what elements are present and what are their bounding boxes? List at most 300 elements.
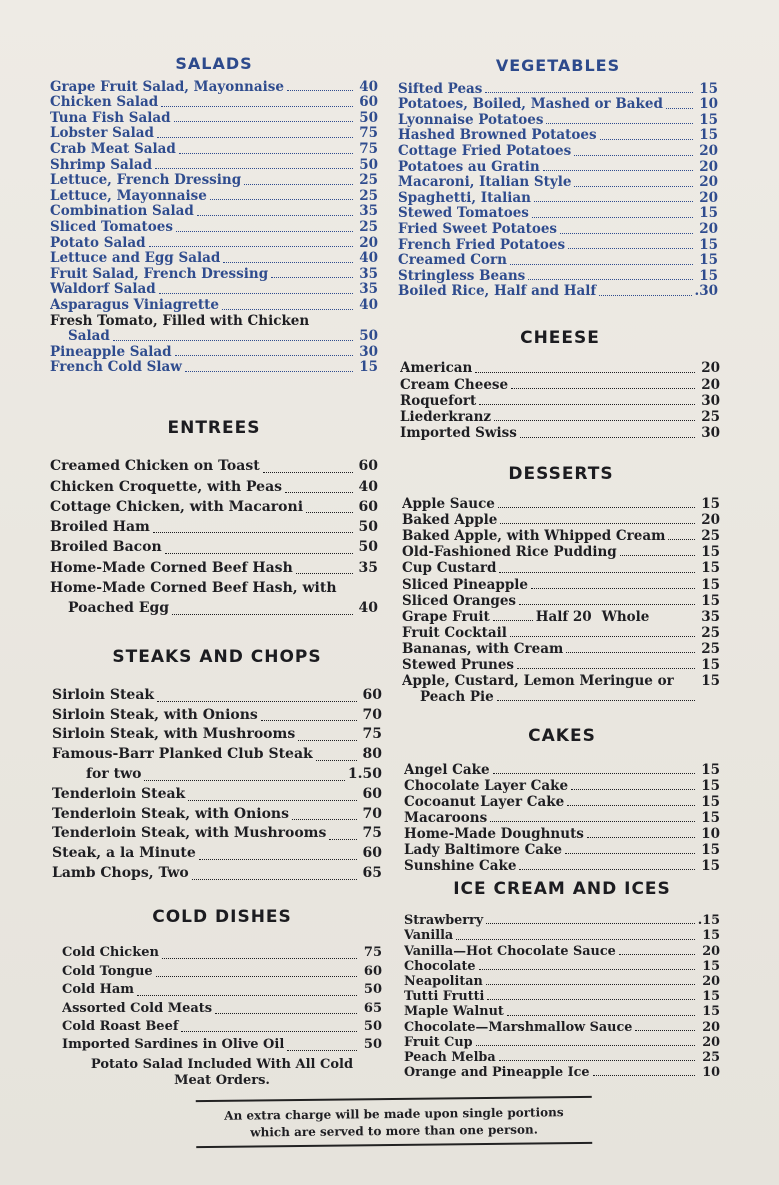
menu-item (50, 126, 378, 142)
extra-charge-notice (196, 1096, 592, 1148)
menu-item (50, 142, 378, 158)
item-name: Fruit Cup (404, 1034, 473, 1050)
notice-line: which are served to more than one person. (250, 1122, 539, 1140)
item-price: 15 (699, 81, 718, 97)
item-price: 60 (362, 845, 382, 862)
item-name: Shrimp Salad (50, 157, 153, 173)
menu-item (50, 267, 378, 283)
menu-item (50, 236, 378, 252)
ice-cream-list (404, 913, 720, 1080)
item-price: 10 (702, 1065, 720, 1081)
item-name: Stringless Beans (398, 268, 526, 284)
dot-leader (543, 170, 693, 171)
dot-leader (635, 1030, 695, 1031)
item-name: Imported Swiss (400, 425, 517, 442)
menu-item (52, 824, 382, 844)
menu-item (52, 844, 382, 864)
dot-leader (599, 295, 691, 296)
menu-item (52, 725, 382, 745)
menu-item (402, 673, 720, 689)
menu-item (50, 189, 378, 205)
dot-leader (565, 853, 695, 854)
item-price: 50 (359, 329, 378, 345)
dot-leader (528, 279, 693, 280)
item-name: Tenderloin Steak, with Onions (52, 805, 289, 822)
dot-leader (567, 805, 695, 806)
dot-leader (566, 652, 695, 653)
salads-heading: SALADS (175, 54, 253, 73)
dot-leader (485, 92, 693, 93)
item-price: 20 (699, 175, 718, 191)
item-name: Lady Baltimore Cake (404, 842, 562, 858)
dot-leader (215, 1013, 357, 1014)
item-price: 20 (699, 159, 718, 175)
item-name: Potato Salad (50, 235, 146, 251)
menu-item (50, 456, 378, 476)
menu-item (400, 377, 720, 393)
item-price: 15 (701, 560, 720, 577)
item-price: 60 (359, 95, 378, 111)
item-name: Baked Apple (402, 512, 498, 529)
dot-leader (479, 969, 695, 970)
item-name: for two (86, 765, 142, 782)
menu-item (400, 425, 720, 441)
item-name: Steak, a la Minute (52, 845, 196, 862)
dot-leader (456, 939, 695, 940)
dot-leader (668, 539, 695, 540)
dot-leader (532, 217, 693, 218)
item-price: 80 (362, 746, 382, 763)
note-line: Meat Orders. (174, 1072, 270, 1088)
menu-item (398, 113, 718, 129)
item-price: 70 (362, 706, 382, 723)
entrees-heading: ENTREES (167, 418, 261, 438)
item-name: Sliced Pineapple (402, 576, 528, 593)
item-name: French Fried Potatoes (398, 237, 566, 253)
dot-leader (153, 532, 353, 533)
item-name: Sirloin Steak, with Mushrooms (52, 726, 296, 743)
cold-dishes-note (62, 1057, 382, 1089)
menu-item (50, 298, 378, 314)
dot-leader (181, 1031, 357, 1032)
item-price: 60 (362, 785, 382, 802)
menu-item (402, 544, 720, 560)
vegetables-list (398, 82, 718, 300)
dot-leader (519, 869, 695, 870)
cakes-heading: CAKES (528, 726, 596, 746)
dot-leader (519, 604, 695, 605)
dot-leader (176, 231, 353, 232)
whole-label: Whole (601, 608, 650, 625)
item-name: Combination Salad (50, 204, 194, 220)
item-price: 40 (358, 478, 378, 495)
item-price: 20 (702, 1019, 720, 1035)
item-name: Poached Egg (68, 600, 170, 617)
menu-item (50, 251, 378, 267)
item-price: 20 (701, 512, 720, 529)
menu-item (402, 577, 720, 593)
item-name: Asparagus Viniagrette (50, 297, 219, 313)
item-price: 15 (699, 268, 718, 284)
vegetables-section (398, 58, 718, 300)
item-price: 25 (701, 640, 720, 657)
cold-dishes-heading: COLD DISHES (152, 907, 292, 927)
dot-leader (316, 760, 357, 761)
item-name: Lamb Chops, Two (52, 864, 189, 881)
menu-item (398, 238, 718, 254)
item-name: Spaghetti, Italian (398, 190, 531, 206)
dot-leader (571, 789, 695, 790)
menu-item (50, 282, 378, 298)
menu-item (402, 512, 720, 528)
menu-item (404, 794, 720, 810)
desserts-section (402, 466, 720, 705)
item-price: 50 (363, 982, 382, 998)
item-name: Pineapple Salad (50, 344, 172, 360)
menu-item (50, 204, 378, 220)
dot-leader (666, 108, 693, 109)
menu-item (50, 517, 378, 537)
item-name: Fruit Salad, French Dressing (50, 266, 269, 282)
item-name: Sirloin Steak, with Onions (52, 706, 258, 723)
item-name: Sunshine Cake (404, 858, 517, 874)
dot-leader (568, 248, 693, 249)
menu-item (50, 173, 378, 189)
item-price: 15 (699, 128, 718, 144)
item-price: 50 (359, 157, 378, 173)
menu-item (400, 409, 720, 425)
half-price: Half 20 (535, 608, 592, 625)
item-name: Cocoanut Layer Cake (404, 794, 565, 810)
menu-item (50, 537, 378, 557)
item-name: Peach Melba (404, 1050, 496, 1066)
item-price: 20 (702, 974, 720, 990)
menu-item (404, 989, 720, 1004)
dot-leader (287, 90, 353, 91)
item-name: Tuna Fish Salad (50, 110, 171, 126)
menu-item (52, 785, 382, 805)
menu-item (404, 778, 720, 794)
item-price: 15 (702, 989, 720, 1005)
item-price: 15 (699, 253, 718, 269)
item-name: Lettuce and Egg Salad (50, 251, 221, 267)
dot-leader (587, 837, 695, 838)
item-name: Lyonnaise Potatoes (398, 112, 544, 128)
dot-leader (179, 153, 353, 154)
menu-item (404, 842, 720, 858)
salads-list-after (50, 345, 378, 376)
dot-leader (285, 492, 353, 493)
item-price: 1.50 (347, 765, 382, 782)
item-name: Peach Pie (420, 689, 494, 706)
item-price: 15 (701, 810, 720, 826)
item-price: 40 (359, 79, 378, 95)
dot-leader (475, 372, 695, 373)
item-price: 75 (359, 141, 378, 157)
item-price: 60 (363, 963, 382, 979)
item-name: Tenderloin Steak, with Mushrooms (52, 825, 327, 842)
salads-list (50, 80, 378, 314)
dot-leader (157, 701, 357, 702)
item-price: 35 (701, 608, 720, 625)
dot-leader (520, 437, 695, 438)
item-price: 25 (702, 1050, 720, 1066)
item-name: Sliced Oranges (402, 592, 517, 609)
cheese-heading: CHEESE (520, 328, 600, 348)
item-price: 15 (701, 794, 720, 810)
dot-leader (560, 233, 693, 234)
item-price: 35 (358, 559, 378, 576)
dot-leader (197, 215, 353, 216)
cold-dishes-list (62, 944, 382, 1054)
menu-item (50, 558, 378, 578)
dot-leader (261, 720, 357, 721)
menu-item (50, 345, 378, 361)
dot-leader (113, 340, 353, 341)
item-name: Cup Custard (402, 560, 497, 577)
item-name: Lobster Salad (50, 126, 154, 142)
item-name: Fresh Tomato, Filled with Chicken (50, 312, 310, 329)
menu-item (50, 220, 378, 236)
item-name: Vanilla—Hot Chocolate Sauce (404, 943, 616, 959)
menu-item (404, 826, 720, 842)
item-name: Imported Sardines in Olive Oil (62, 1037, 285, 1053)
dot-leader (479, 404, 695, 405)
dot-leader (188, 800, 357, 801)
dot-leader (600, 139, 693, 140)
item-price: 15 (702, 958, 720, 974)
item-price: 15 (702, 1004, 720, 1020)
entrees-list (50, 456, 378, 578)
entrees-section (50, 418, 378, 619)
dot-leader (155, 168, 353, 169)
dot-leader (493, 773, 695, 774)
menu-item (50, 329, 378, 345)
menu-item (404, 1050, 720, 1065)
item-name: Cold Roast Beef (62, 1019, 179, 1035)
item-name: Fruit Cocktail (402, 624, 507, 641)
item-price: 35 (359, 282, 378, 298)
dot-leader (507, 1015, 695, 1016)
menu-item (402, 689, 720, 705)
item-name: Cold Chicken (62, 945, 159, 961)
menu-item (62, 1036, 382, 1054)
item-name: Neapolitan (404, 974, 483, 990)
item-name: Baked Apple, with Whipped Cream (402, 528, 666, 545)
entrees-wrapped-item (50, 578, 378, 619)
item-name: Cottage Fried Potatoes (398, 143, 572, 159)
dot-leader (210, 199, 353, 200)
menu-item (398, 284, 718, 300)
item-name: Cold Ham (62, 982, 135, 998)
dot-leader (574, 186, 693, 187)
menu-item (400, 360, 720, 376)
menu-item (404, 858, 720, 874)
dot-leader (149, 246, 353, 247)
item-name: Creamed Corn (398, 253, 507, 269)
item-price: 30 (701, 425, 720, 442)
dot-leader (494, 420, 695, 421)
item-price: 75 (362, 726, 382, 743)
notice-line: An extra charge will be made upon single portions (224, 1105, 564, 1123)
item-price: 35 (359, 266, 378, 282)
menu-item (402, 560, 720, 576)
item-name: Apple, Custard, Lemon Meringue or (402, 673, 674, 690)
menu-item (402, 528, 720, 544)
item-price: 25 (701, 409, 720, 426)
dot-leader (498, 507, 695, 508)
item-name: Chicken Croquette, with Peas (50, 478, 283, 495)
item-price: 15 (701, 778, 720, 794)
dot-leader (499, 1060, 695, 1061)
cakes-list (404, 762, 720, 874)
item-name: Chocolate—Marshmallow Sauce (404, 1019, 633, 1035)
item-price: 20 (701, 360, 720, 377)
dot-leader (476, 1045, 695, 1046)
dot-leader (593, 1075, 695, 1076)
item-price: 50 (358, 539, 378, 556)
item-name: Grape Fruit (402, 608, 490, 625)
menu-item (402, 641, 720, 657)
dot-leader (161, 106, 353, 107)
item-price: 30 (359, 344, 378, 360)
dot-leader (199, 859, 357, 860)
menu-item (52, 745, 382, 765)
item-name: Bananas, with Cream (402, 640, 564, 657)
item-name: French Cold Slaw (50, 360, 182, 376)
menu-item (398, 144, 718, 160)
item-price: 60 (358, 458, 378, 475)
item-price: 60 (362, 686, 382, 703)
dot-leader (192, 879, 357, 880)
item-name: Macaroons (404, 810, 488, 826)
item-name: Crab Meat Salad (50, 141, 176, 157)
dot-leader (174, 121, 353, 122)
item-price: 15 (702, 928, 720, 944)
menu-item (402, 593, 720, 609)
item-name: Creamed Chicken on Toast (50, 458, 260, 475)
item-price: 65 (362, 864, 382, 881)
menu-item (402, 496, 720, 512)
salads-section (50, 56, 378, 376)
menu-item (398, 160, 718, 176)
cheese-list (400, 360, 720, 441)
item-name: Roquefort (400, 392, 477, 409)
item-price: 25 (359, 188, 378, 204)
item-price: 15 (701, 496, 720, 513)
menu-item (62, 1000, 382, 1018)
item-name: Macaroni, Italian Style (398, 175, 572, 191)
item-name: Sirloin Steak (52, 686, 155, 703)
menu-item (50, 598, 378, 618)
item-price: 25 (701, 528, 720, 545)
dot-leader (137, 995, 357, 996)
dot-leader (296, 573, 353, 574)
steaks-heading: STEAKS AND CHOPS (112, 647, 322, 667)
dot-leader (298, 740, 357, 741)
item-price: 65 (363, 1000, 382, 1016)
menu-item (402, 625, 720, 641)
dot-leader (510, 636, 695, 637)
menu-item (404, 1020, 720, 1035)
item-name: Home-Made Corned Beef Hash, with (50, 580, 337, 597)
dot-leader (493, 620, 533, 621)
dot-leader (165, 553, 353, 554)
item-name: Tutti Frutti (404, 989, 485, 1005)
item-name: Apple Sauce (402, 496, 495, 513)
item-price: 20 (359, 235, 378, 251)
item-price: 70 (362, 805, 382, 822)
item-name: Stewed Prunes (402, 657, 515, 674)
menu-item (52, 686, 382, 706)
menu-item (400, 393, 720, 409)
menu-item (398, 269, 718, 285)
item-name: Angel Cake (404, 762, 490, 778)
menu-item (398, 253, 718, 269)
dot-leader (156, 976, 357, 977)
ice-cream-section (404, 879, 720, 1081)
ice-cream-heading: ICE CREAM AND ICES (453, 879, 671, 899)
menu-item (398, 175, 718, 191)
item-price: 30 (701, 392, 720, 409)
menu-item (62, 944, 382, 962)
menu-item (404, 1065, 720, 1080)
dot-leader (159, 293, 353, 294)
item-price: 50 (363, 1037, 382, 1053)
dot-leader (222, 309, 353, 310)
item-name: Grape Fruit Salad, Mayonnaise (50, 79, 284, 95)
dot-leader (487, 999, 695, 1000)
dot-leader (162, 958, 357, 959)
item-name: Cream Cheese (400, 376, 509, 393)
menu-item (398, 128, 718, 144)
item-name: Sliced Tomatoes (50, 219, 173, 235)
dot-leader (223, 262, 353, 263)
dot-leader (486, 923, 695, 924)
item-price: 15 (701, 592, 720, 609)
dot-leader (271, 277, 353, 278)
menu-item (50, 95, 378, 111)
dot-leader (510, 264, 693, 265)
menu-item (404, 1004, 720, 1019)
item-name: Assorted Cold Meats (62, 1000, 213, 1016)
item-price: 15 (701, 762, 720, 778)
item-price: 40 (359, 251, 378, 267)
item-price: 50 (363, 1019, 382, 1035)
item-name: Strawberry (404, 913, 484, 929)
menu-item (398, 191, 718, 207)
item-name: Home-Made Corned Beef Hash (50, 559, 293, 576)
dot-leader (185, 371, 353, 372)
dot-leader (517, 668, 695, 669)
menu-item (404, 974, 720, 989)
menu-item (398, 222, 718, 238)
steaks-list-after (52, 785, 382, 884)
item-name: Famous-Barr Planked Club Steak (52, 746, 313, 763)
menu-item (398, 82, 718, 98)
item-price: 25 (359, 219, 378, 235)
item-name: Broiled Bacon (50, 539, 162, 556)
item-price: 15 (699, 112, 718, 128)
item-price: 15 (701, 657, 720, 674)
menu-item (404, 959, 720, 974)
steaks-section (52, 648, 382, 884)
item-price: 15 (359, 360, 378, 376)
item-name: Stewed Tomatoes (398, 206, 529, 222)
item-price: 20 (699, 143, 718, 159)
cakes-section (404, 728, 720, 874)
dot-leader (172, 614, 353, 615)
